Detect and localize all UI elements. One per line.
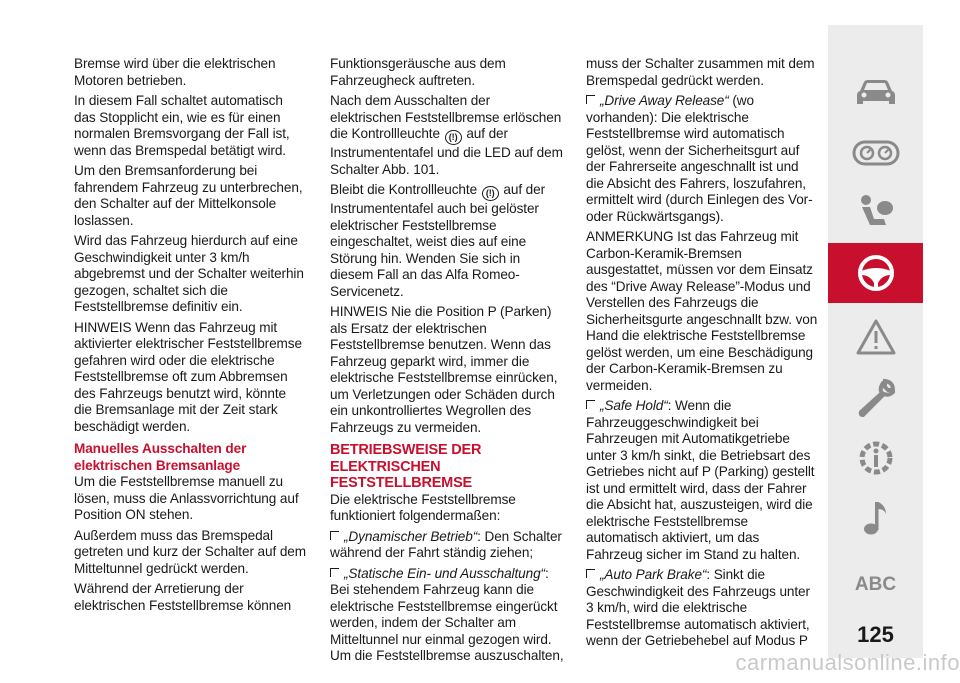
bullet-text: : Den Schalter während der Fahrt ständig ziehen; <box>330 528 562 560</box>
bullet-marker-icon <box>586 400 595 409</box>
paragraph: Um den Bremsanforderung bei fahrendem Fahrzeug zu unterbrechen, den Schalter auf der Mittelkonsole loslassen. <box>74 163 303 228</box>
paragraph-part: auf der Instrumententafel auch bei gelöster elektrischer Feststellbremse eingeschaltet, weist dies auf eine Störung hin. Wenden Sie sich in diesem Fall an das Alfa Romeo-Servicenetz. <box>330 182 546 299</box>
chapter-tab-technical-data[interactable] <box>828 428 923 488</box>
car-icon <box>854 77 898 109</box>
section-heading: BETRIEBSWEISE DER ELEKTRISCHEN FESTSTELLBREMSE <box>330 442 482 491</box>
paragraph: Während der Arretierung der elektrischen Feststellbremse können <box>74 581 292 613</box>
text-column-1 <box>74 56 306 618</box>
bullet-item <box>586 398 818 563</box>
chapter-tab-driving[interactable] <box>828 243 923 303</box>
bullet-title: „Safe Hold“ <box>600 398 668 413</box>
bullet-item <box>330 529 564 562</box>
page-number: 125 <box>857 622 894 647</box>
bullet-title: „Statische Ein- und Ausschaltung“ <box>344 565 545 581</box>
bullet-marker-icon <box>586 569 595 578</box>
bullet-text: : Sinkt die Geschwindigkeit des Fahrzeugs unter 3 km/h, wird die elektrische Feststellbremse automatisch aktiviert, wenn der Getriebehebel auf Modus P <box>586 567 810 648</box>
bullet-marker-icon <box>330 568 339 577</box>
paragraph-part: Bleibt die Kontrollleuchte <box>330 182 478 197</box>
paragraph <box>330 93 564 178</box>
paragraph: Die elektrische Feststellbremse funktioniert folgendermaßen: <box>330 491 516 523</box>
bullet-marker-icon <box>330 531 339 540</box>
chapter-tab-index[interactable] <box>828 555 923 615</box>
dashboard-gauges-icon <box>852 140 900 166</box>
chapter-tab-safety[interactable] <box>828 183 923 243</box>
bullet-item <box>586 93 818 225</box>
bullet-title: „Auto Park Brake“ <box>600 567 707 582</box>
paragraph: muss der Schalter zusammen mit dem Bremspedal gedrückt werden. <box>586 56 815 88</box>
bullet-item <box>586 567 818 650</box>
note-paragraph: HINWEIS Nie die Position P (Parken) als Ersatz der elektrischen Feststellbremse benutzen. Wenn das Fahrzeug geparkt wird, immer die elektrische Feststellbremse einrücken, um Verletzungen oder Schäden durch ein unkontrolliertes Wegrollen des Fahrzeugs zu vermeiden. <box>330 304 558 435</box>
wrench-icon <box>855 377 897 419</box>
paragraph-part: auf der Instrumententafel und die LED auf dem Schalter Abb. 101. <box>330 126 563 177</box>
paragraph: Bremse wird über die elektrischen Motoren betrieben. <box>74 56 276 88</box>
technical-data-icon <box>855 437 897 479</box>
bullet-title: „Dynamischer Betrieb“ <box>344 528 478 544</box>
bullet-item <box>330 566 564 665</box>
steering-wheel-icon <box>856 253 896 293</box>
chapter-tab-maintenance[interactable] <box>828 368 923 428</box>
bullet-title: „Drive Away Release“ <box>600 93 729 108</box>
text-column-3 <box>586 56 818 654</box>
bullet-text: (wo vorhanden): Die elektrische Feststellbremse wird automatisch gelöst, wenn der Sicherheitsgurt auf der Fahrerseite angeschnallt ist und die Absicht des Fahrers, loszufahren, ermittelt wird (durch Einlegen des Vor- oder Rückwärtsgangs). <box>586 93 813 224</box>
paragraph <box>330 182 564 300</box>
bullet-text: : Bei stehendem Fahrzeug kann die elektrische Feststellbremse eingerückt werden, indem der Schalter am Mitteltunnel nur einmal gezogen wird. Um die Feststellbremse auszuschalten, <box>330 565 564 663</box>
chapter-tab-emergency[interactable] <box>828 307 923 367</box>
paragraph: In diesem Fall schaltet automatisch das Stopplicht ein, wie es für einen normalen Bremsvorgang der Fall ist, wenn das Bremspedal betätigt wird. <box>74 93 290 158</box>
airbag-seat-icon <box>856 193 896 233</box>
bullet-marker-icon <box>586 95 595 104</box>
chapter-sidebar <box>828 25 923 658</box>
abc-index-icon: ABC <box>854 574 897 595</box>
text-column-2 <box>330 56 564 669</box>
paragraph: Um die Feststellbremse manuell zu lösen, muss die Anlassvorrichtung auf Position ON stehen. <box>74 474 299 522</box>
chapter-tab-dashboard[interactable] <box>828 123 923 183</box>
warning-triangle-icon <box>855 318 897 356</box>
music-note-icon <box>860 498 892 538</box>
paragraph: Außerdem muss das Bremspedal getreten und kurz der Schalter auf dem Mitteltunnel gedrückt werden. <box>74 527 306 576</box>
watermark: carmanualsonline.info <box>735 650 960 675</box>
bullet-text: : Wenn die Fahrzeuggeschwindigkeit bei Fahrzeugen mit Automatikgetriebe unter 3 km/h sinkt, die Betriebsart des Getriebes nicht auf P (Parking) gestellt ist und ermittelt wird, dass der Fahrer die Absicht hat, auszusteigen, wird die elektrische Feststellbremse automatisch aktiviert, um das Fahrzeug sicher im Stand zu halten. <box>586 398 815 562</box>
note-paragraph: ANMERKUNG Ist das Fahrzeug mit Carbon-Keramik-Bremsen ausgestattet, müssen vor dem Einsatz des “Drive Away Release”-Modus und Verstellen des Fahrzeugs die Sicherheitsgurte angeschnallt bzw. von Hand die elektrische Feststellbremse gelöst werden, um eine Beschädigung der Carbon-Keramik-Bremsen zu vermeiden. <box>586 229 818 393</box>
paragraph-part: Nach dem Ausschalten der elektrischen Feststellbremse erlöschen die Kontrollleuchte <box>330 93 562 141</box>
brake-warning-lamp-icon: (!) <box>482 186 499 201</box>
brake-warning-lamp-icon: (!) <box>445 130 462 145</box>
subsection-heading: Manuelles Ausschalten der elektrischen Bremsanlage <box>74 441 247 473</box>
chapter-tab-vehicle[interactable] <box>828 63 923 123</box>
chapter-tab-multimedia[interactable] <box>828 488 923 548</box>
paragraph: Wird das Fahrzeug hierdurch auf eine Geschwindigkeit unter 3 km/h abgebremst und der Schalter weiterhin gezogen, schaltet sich die Feststellbremse definitiv ein. <box>74 233 304 314</box>
paragraph: Funktionsgeräusche aus dem Fahrzeugheck auftreten. <box>330 56 506 88</box>
note-paragraph: HINWEIS Wenn das Fahrzeug mit aktivierter elektrischer Feststellbremse gefahren wird oder die elektrische Feststellbremse oft zum Abbremsen des Fahrzeugs benutzt wird, könnte die Bremsanlage mit der Zeit stark beschädigt werden. <box>74 319 302 434</box>
